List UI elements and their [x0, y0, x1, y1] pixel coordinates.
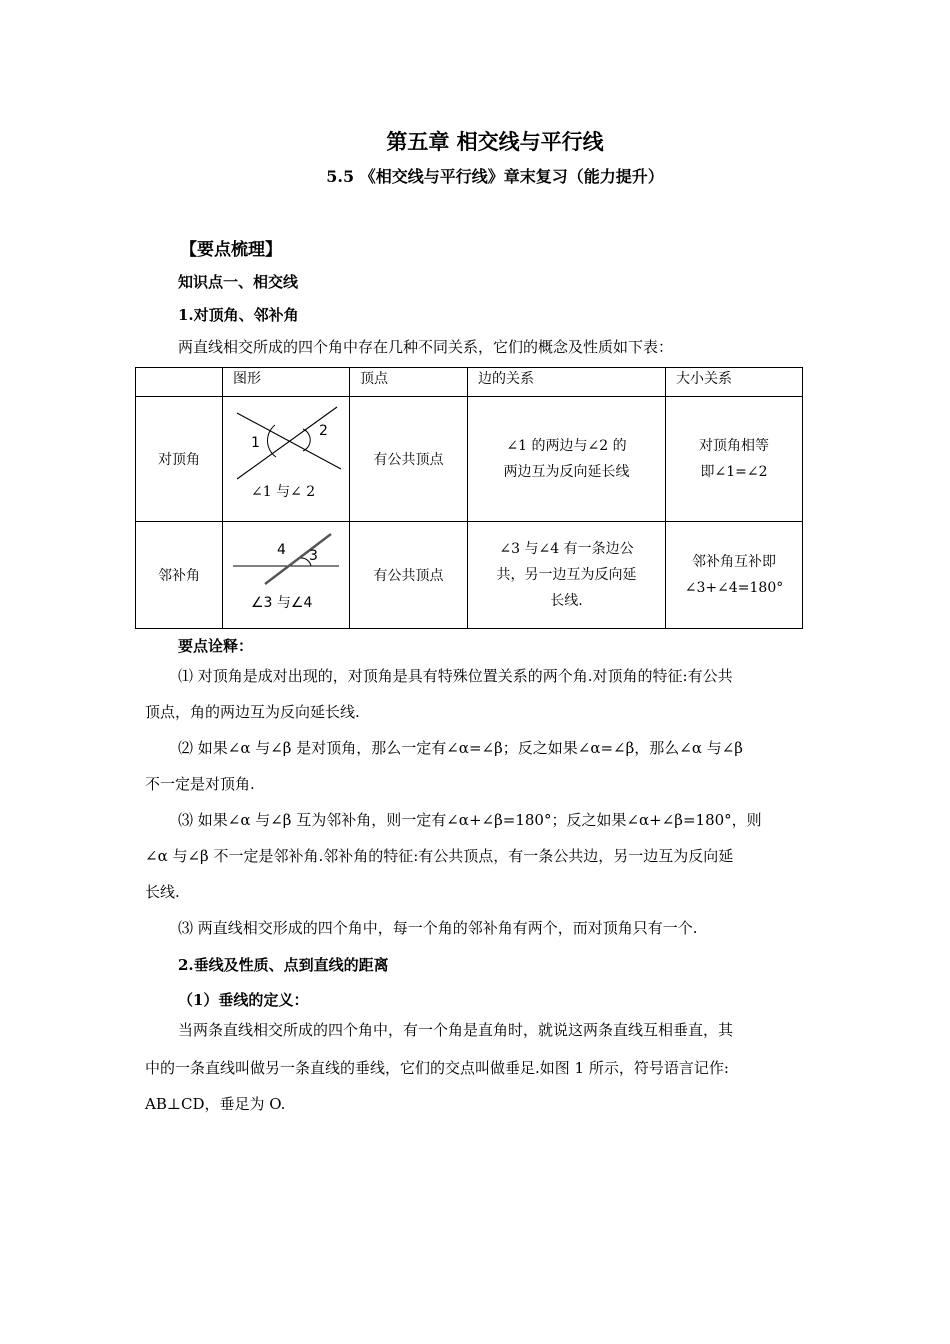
table-row — [136, 397, 803, 522]
figure-caption: ∠3 与∠4 — [251, 595, 313, 611]
sides-line: 两边互为反向延长线 — [503, 464, 630, 480]
definition-line-1: 当两条直线相交所成的四个角中，有一个角是直角时，就说这两条直线互相垂直，其 — [178, 1021, 734, 1039]
note-1-line-1: ⑴ 对顶角是成对出现的，对顶角是具有特殊位置关系的两个角.对顶角的特征:有公共 — [178, 667, 733, 685]
vertex-cell: 有公共顶点 — [350, 522, 468, 629]
sub1-title: 1.对顶角、邻补角 — [178, 306, 299, 324]
definition-line-2: 中的一条直线叫做另一条直线的垂线，它们的交点叫做垂足.如图 1 所示，符号语言记作: — [145, 1059, 729, 1077]
table-row — [136, 522, 803, 629]
sub2-title: 2.垂线及性质、点到直线的距离 — [178, 956, 389, 974]
definition-line-3: AB⊥CD，垂足为 O. — [145, 1095, 286, 1113]
sides-cell — [468, 522, 666, 629]
note-2-line-2: 不一定是对顶角. — [145, 775, 255, 793]
note-4: ⑶ 两直线相交形成的四个角中，每一个角的邻补角有两个，而对顶角只有一个. — [178, 919, 698, 937]
note-1-line-2: 顶点，角的两边互为反向延长线. — [145, 703, 360, 721]
size-line: 即∠1=∠2 — [700, 464, 768, 480]
size-line: 邻补角互补即 — [692, 554, 776, 570]
note-3-line-3: 长线. — [145, 883, 180, 901]
size-cell — [666, 397, 803, 522]
notes-heading: 要点诠释： — [178, 637, 254, 655]
sides-line: 共，另一边互为反向延 — [496, 567, 637, 583]
note-3-line-2: ∠α 与∠β 不一定是邻补角.邻补角的特征:有公共顶点，有一条公共边，另一边互为反向延 — [145, 847, 734, 865]
adjacent-angles-figure — [223, 522, 349, 628]
size-line: ∠3+∠4=180° — [684, 580, 784, 596]
figure-caption: ∠1 与∠ 2 — [251, 484, 316, 500]
intro-text: 两直线相交所成的四个角中存在几种不同关系，它们的概念及性质如下表： — [178, 338, 674, 356]
sides-line: ∠1 的两边与∠2 的 — [506, 438, 627, 454]
sub2-1-title: （1）垂线的定义： — [178, 991, 309, 1009]
row-name: 邻补角 — [136, 522, 223, 629]
header-cell: 图形 — [223, 368, 350, 397]
angle-label-3: 3 — [309, 548, 318, 564]
note-2-line-1: ⑵ 如果∠α 与∠β 是对顶角，那么一定有∠α=∠β；反之如果∠α=∠β，那么∠α 与∠β — [178, 739, 743, 757]
size-line: 对顶角相等 — [699, 438, 769, 454]
section-title: 5.5 《相交线与平行线》章末复习（能力提升） — [326, 167, 664, 186]
header-cell — [136, 368, 223, 397]
angle-label-1: 1 — [251, 435, 260, 451]
vertical-angles-figure — [223, 397, 349, 521]
header-cell: 边的关系 — [468, 368, 666, 397]
angle-comparison-table — [135, 367, 803, 629]
figure-cell — [223, 397, 350, 522]
header-cell: 顶点 — [350, 368, 468, 397]
sides-cell — [468, 397, 666, 522]
chapter-title: 第五章 相交线与平行线 — [386, 129, 604, 154]
row-name: 对顶角 — [136, 397, 223, 522]
header-cell: 大小关系 — [666, 368, 803, 397]
figure-cell — [223, 522, 350, 629]
kp1-title: 知识点一、相交线 — [178, 273, 299, 291]
angle-label-2: 2 — [319, 423, 328, 439]
note-3-line-1: ⑶ 如果∠α 与∠β 互为邻补角，则一定有∠α+∠β=180°；反之如果∠α+∠β=180°，则 — [178, 811, 762, 829]
table-header-row — [136, 368, 803, 397]
size-cell — [666, 522, 803, 629]
angle-label-4: 4 — [277, 542, 286, 558]
vertex-cell: 有公共顶点 — [350, 397, 468, 522]
sides-line: ∠3 与∠4 有一条边公 — [499, 541, 634, 557]
key-points-heading: 【要点梳理】 — [180, 240, 282, 260]
sides-line: 长线. — [550, 593, 583, 609]
